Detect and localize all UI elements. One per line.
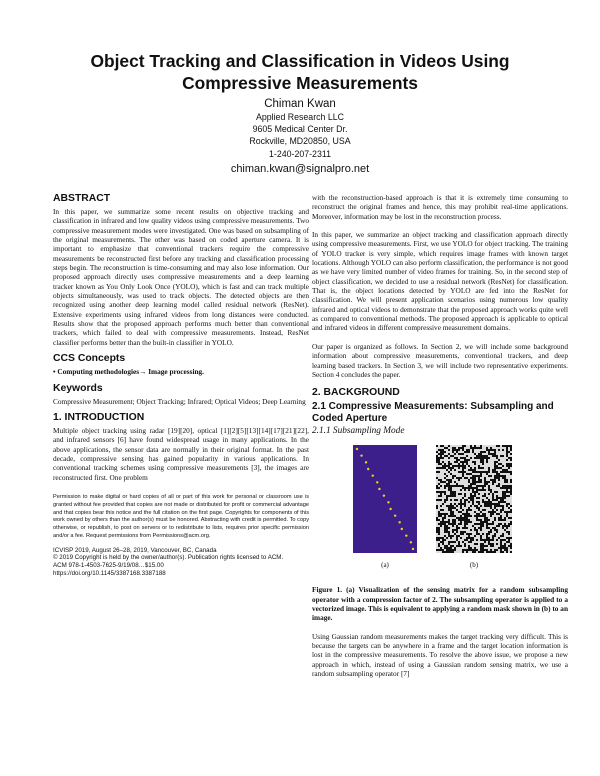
isbn-line: ACM 978-1-4503-7625-9/19/08…$15.00 [53,562,164,570]
left-column [53,193,309,578]
ccs-item: • Computing methodologies→ Image processing. [53,367,204,377]
paragraph: Our paper is organized as follows. In Section 2, we will include some background information about compressive measurements, conventional trackers, and deep learning based trackers. In Section 3, we will include two representative experiments. Section 4 concludes the paper. [312,341,568,379]
subsection-heading: 2.1 Compressive Measurements: Subsampling and Coded Aperture [312,401,554,425]
author-name: Chiman Kwan [264,98,336,110]
paragraph: with the reconstruction-based approach is that it is extremely time consuming to reconstruct the original frames and hence, this may prohibit real-time applications. Moreover, information may be lost in the reconstruction process. [312,193,568,221]
conference-line: ICVISP 2019, August 26–28, 2019, Vancouver, BC, Canada [53,546,217,554]
random-mask-image [432,441,516,557]
right-column [312,193,568,678]
figure-caption: Figure 1. (a) Visualization of the sensing matrix for a random subsampling operator with a compression factor of 2. The subsampling operator is applied to a vectorized image. This is equivalent to applying a random mask shown in (b) to an image. [312,585,568,623]
introduction-heading: 1. INTRODUCTION [53,411,145,423]
figure-1 [312,437,568,585]
introduction-text: Multiple object tracking using radar [19][20], optical [1][2][5][13][14][17][21][22], and infrared sensors [6] have found widespread usage in many applications. In the above applications, the sensor data are normally in their original format. In the past decade, compressive sensing has gained popularity in various applications. In conventional tracking schemes using compressive measurements [3], the images are reconstructed first. One problem [53,425,309,482]
abstract-heading: ABSTRACT [53,193,111,204]
ccs-heading: CCS Concepts [53,353,126,365]
affiliation-line: 9605 Medical Center Dr. [252,124,348,135]
affiliation-line: Rockville, MD20850, USA [249,136,351,147]
copyright-line: © 2019 Copyright is held by the owner/author(s). Publication rights licensed to ACM. [53,554,284,562]
doi-link[interactable]: https://doi.org/10.1145/3387168.3387188 [53,570,166,578]
affiliation-line: Applied Research LLC [255,112,345,122]
keywords-text: Compressive Measurement; Object Tracking; Infrared; Optical Videos; Deep Learning [53,396,306,406]
author-block [150,97,450,177]
background-heading: 2. BACKGROUND [312,387,400,399]
abstract-text: In this paper, we summarize some recent results on objective tracking and classification in infrared and low quality videos using compressive measurements. Two compressive measurement modes were investigated. One was based on subsampling of the original measurements. The other was based on coded aperture camera. It is important to emphasize that conventional trackers require the compressive measurements be reconstructed first before any tracking and classification processing steps begin. The reconstruction is time-consuming and may also lose information. Our proposed approach directly uses compressive measurements and a deep learning tracker known as You Only Look Once (YOLO), which is fast and can track multiple objects simultaneously, was used to track objects. The detected objects are then recognized using another deep learning model called residual network (ResNet). Extensive experiments using infrared videos from long distances were conducted. Results show that the proposed approach performs much better than conventional trackers, which failed to deal with compressive measurements. Instead, ResNet classifier performs better than the built-in classifier in YOLO. [53,207,309,347]
sensing-matrix-image [343,441,427,557]
paragraph: In this paper, we summarize an object tracking and classification approach directly using compressive measurements. First, we use YOLO for object tracking. The training of YOLO tracker is very simple, which requires image frames with known target locations. Although YOLO can also perform classification, the performance is not good as we have very limited number of video frames for training. So, in the second step of object classification, we decided to use a residual network (ResNet) for classification. That is, the object locations detected by YOLO are fed into the ResNet for classification. We will present application scenarios using numerous low quality infrared and optical videos to demonstrate that the proposed approach works quite well as compared to conventional methods. The proposed approach is applicable to optical and infrared videos in different compressive measurement domains. [312,230,568,333]
figure-label-b: (b) [469,561,479,570]
keywords-heading: Keywords [53,382,103,394]
subsubsection-heading: 2.1.1 Subsampling Mode [312,426,405,437]
affiliation-line: 1-240-207-2311 [269,148,331,159]
paragraph: Using Gaussian random measurements makes the target tracking very difficult. This is because the targets can be anywhere in a frame and the target location information is lost in the compressive measurements. To resolve the above issue, we propose a new approach in which, instead of using a Gaussian random sensing matrix, we use a random subsampling operator [7] [312,631,568,678]
permission-notice: Permission to make digital or hard copies of all or part of this work for personal or classroom use is granted without fee provided that copies are not made or distributed for profit or commercial advantage and that copies bear this notice and the full citation on the first page. Copyrights for components of this work owned by others than the author(s) must be honored. Abstracting with credit is permitted. To copy otherwise, or republish, to post on servers or to redistribute to lists, requires prior specific permission and/or a fee. Request permissions from Permissions@acm.org. [53,493,309,539]
figure-label-a: (a) [381,561,389,570]
author-email[interactable]: chiman.kwan@signalpro.net [230,162,370,175]
paper-title: Object Tracking and Classification in Videos Using Compressive Measurements [90,51,510,93]
